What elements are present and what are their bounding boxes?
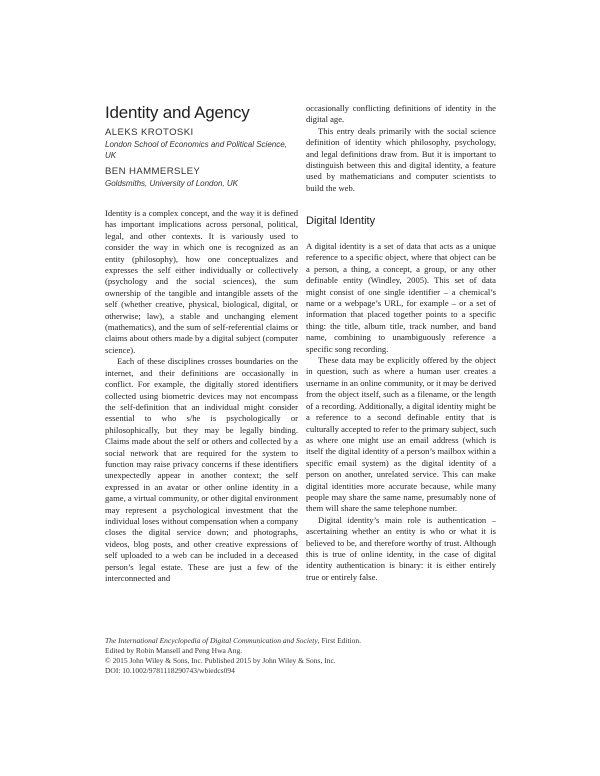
edition-label: , First Edition. bbox=[317, 636, 362, 645]
article-title: Identity and Agency bbox=[105, 103, 250, 122]
section-heading: Digital Identity bbox=[306, 215, 376, 227]
body-paragraph: Identity is a complex concept, and the way it is defined has important implications across personal, political, legal, and other contexts. It is variously used to consider the way in which one is recognized as an entity (philosophy), how one conceptualizes and expresses the self either individually or collectively (psychology and the social sciences), the sum ownership of the tangible and intangible assets of the self (whether creative, physical, biological, digital, or otherwise; law), a stable and unchanging element (mathematics), and the sum of self-referential claims or claims about others made by a digital subject (computer science). bbox=[105, 208, 298, 355]
author-affiliation-1: London School of Economics and Political Science, UK bbox=[105, 140, 287, 160]
author-affiliation-2: Goldsmiths, University of London, UK bbox=[105, 179, 238, 188]
footer-copyright: © 2015 John Wiley & Sons, Inc. Published 2015 by John Wiley & Sons, Inc. bbox=[105, 656, 336, 665]
author-name-1: ALEKS KROTOSKI bbox=[105, 127, 194, 138]
right-column-top bbox=[306, 103, 496, 194]
body-paragraph: Each of these disciplines crosses boundaries on the internet, and their definitions are occasionally in conflict. For example, the digitally stored identifiers collected using biometric devices may not encompass the self-definition that an individual might consider essential to who s/he is psychologically or philosophically, but they may be legally binding. Claims made about the self or others and collected by a social network that are required for the system to function may raise privacy concerns if these identifiers unexpectedly appear in another context; the self expressed in an avatar or other online identity in a game, a virtual community, or other digital environment may represent a psychological investment that the individual loses without compensation when a company closes the digital service down; and photographs, videos, blog posts, and other creative expressions of self uploaded to a web can be included in a deceased person’s legal estate. These are just a few of the interconnected and bbox=[105, 356, 298, 583]
body-paragraph: A digital identity is a set of data that acts as a unique reference to a specific object, where that object can be a person, a thing, a concept, a group, or any other definable entity (Windley, 2005). This set of data might consist of one single identifier – a chemical’s name or a webpage’s URL, for example – or a set of information that placed together points to a specific thing: the title, album title, track number, and band name, combining to unambiguously reference a specific song recording. bbox=[306, 241, 496, 354]
encyclopedia-title: The International Encyclopedia of Digital Communication and Society bbox=[105, 636, 318, 645]
footer-source bbox=[105, 636, 505, 646]
body-paragraph: Digital identity’s main role is authentication – ascertaining whether an entity is who or what it is believed to be, and therefore worthy of trust. Although this is true of online identity, in the case of digital identity authentication is binary: it is either entirely true or entirely false. bbox=[306, 514, 496, 582]
left-column bbox=[105, 208, 298, 584]
author-name-2: BEN HAMMERSLEY bbox=[105, 166, 201, 177]
body-paragraph: These data may be explicitly offered by the object in question, such as where a human user creates a username in an online community, or it may be derived from the object itself, such as a filename, or the length of a recording. Additionally, a digital identity might be a reference to a second definable entity that is culturally accepted to refer to the primary subject, such as where one might use an email address (which is itself the digital identity of a person’s mailbox within a specific email system) as the digital identity of a person on another, unrelated service. This can make digital identities more accurate because, while many people may share the same name, presumably none of them will share the same telephone number. bbox=[306, 355, 496, 514]
publication-footer bbox=[105, 636, 505, 676]
continued-paragraph: occasionally conflicting definitions of identity in the digital age. bbox=[306, 103, 496, 125]
footer-doi: DOI: 10.1002/9781118290743/wbiedcs094 bbox=[105, 666, 235, 675]
right-column-body bbox=[306, 241, 496, 583]
footer-editors: Edited by Robin Mansell and Peng Hwa Ang. bbox=[105, 646, 243, 655]
intro-paragraph: This entry deals primarily with the social science definition of identity which philosophy, psychology, and legal definitions draw from. But it is important to distinguish between this and digital identity, a feature used by mathematicians and computer scientists to build the web. bbox=[306, 125, 496, 193]
